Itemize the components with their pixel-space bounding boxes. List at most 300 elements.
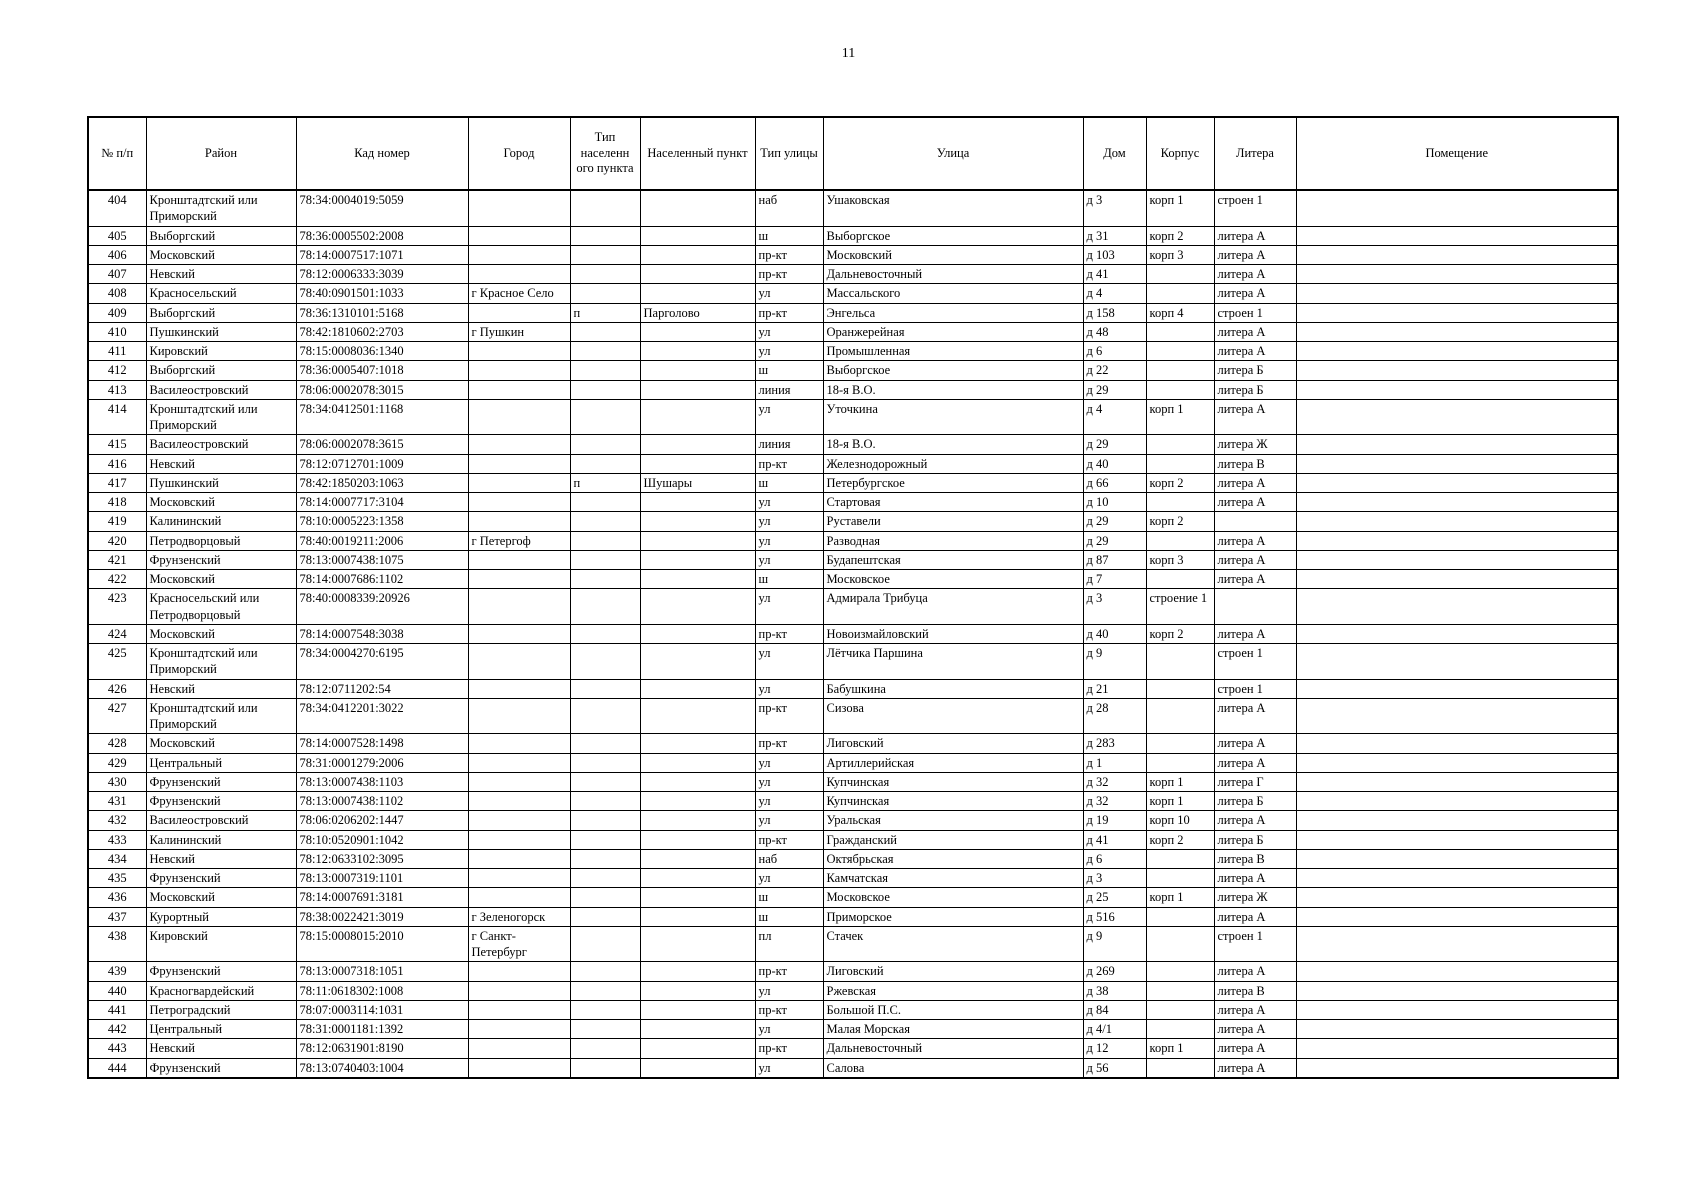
cell-number: 432 bbox=[88, 811, 146, 830]
cell-settlement-type bbox=[570, 265, 640, 284]
cell-district: Василеостровский bbox=[146, 380, 296, 399]
cell-street-type: ул bbox=[755, 679, 823, 698]
cell-street-type: пр-кт bbox=[755, 245, 823, 264]
cell-building: корп 4 bbox=[1146, 303, 1214, 322]
cell-settlement-type: п bbox=[570, 303, 640, 322]
cell-city bbox=[468, 342, 570, 361]
cell-building: корп 3 bbox=[1146, 245, 1214, 264]
cell-street: Железнодорожный bbox=[823, 454, 1083, 473]
col-header-settlement: Населенный пункт bbox=[640, 117, 755, 190]
cell-city: г Зеленогорск bbox=[468, 907, 570, 926]
cell-city bbox=[468, 962, 570, 981]
cell-street-type: ул bbox=[755, 493, 823, 512]
cell-settlement bbox=[640, 399, 755, 435]
cell-settlement-type bbox=[570, 830, 640, 849]
cell-cadastral-number: 78:34:0412501:1168 bbox=[296, 399, 468, 435]
cell-street: Ушаковская bbox=[823, 190, 1083, 226]
cell-district: Московский bbox=[146, 570, 296, 589]
table-row bbox=[88, 734, 1618, 753]
cell-premises bbox=[1296, 811, 1618, 830]
cell-district: Невский bbox=[146, 265, 296, 284]
cell-settlement-type bbox=[570, 792, 640, 811]
table-row bbox=[88, 1058, 1618, 1078]
cell-building bbox=[1146, 981, 1214, 1000]
cell-street: Разводная bbox=[823, 531, 1083, 550]
cell-street-type: ш bbox=[755, 226, 823, 245]
cell-letter: литера В bbox=[1214, 849, 1296, 868]
cell-settlement bbox=[640, 792, 755, 811]
cell-street: Камчатская bbox=[823, 869, 1083, 888]
cell-settlement bbox=[640, 1020, 755, 1039]
cell-building bbox=[1146, 454, 1214, 473]
cell-settlement-type bbox=[570, 981, 640, 1000]
cell-street: 18-я В.О. bbox=[823, 380, 1083, 399]
col-header-premises: Помещение bbox=[1296, 117, 1618, 190]
cell-premises bbox=[1296, 226, 1618, 245]
cell-letter: литера А bbox=[1214, 1020, 1296, 1039]
cell-number: 439 bbox=[88, 962, 146, 981]
cell-house: д 103 bbox=[1083, 245, 1146, 264]
cell-house: д 158 bbox=[1083, 303, 1146, 322]
cell-number: 442 bbox=[88, 1020, 146, 1039]
cell-district: Петродворцовый bbox=[146, 531, 296, 550]
cell-district: Кировский bbox=[146, 342, 296, 361]
cell-cadastral-number: 78:36:1310101:5168 bbox=[296, 303, 468, 322]
cell-number: 414 bbox=[88, 399, 146, 435]
cell-street: Приморское bbox=[823, 907, 1083, 926]
cell-city bbox=[468, 512, 570, 531]
cell-street: Выборгское bbox=[823, 361, 1083, 380]
cell-settlement-type bbox=[570, 962, 640, 981]
cell-letter bbox=[1214, 512, 1296, 531]
cell-cadastral-number: 78:36:0005407:1018 bbox=[296, 361, 468, 380]
cell-street: Лётчика Паршина bbox=[823, 644, 1083, 680]
table-row bbox=[88, 679, 1618, 698]
cell-street-type: пр-кт bbox=[755, 454, 823, 473]
cell-settlement-type bbox=[570, 380, 640, 399]
cell-building: строение 1 bbox=[1146, 589, 1214, 625]
cell-premises bbox=[1296, 1000, 1618, 1019]
cell-settlement bbox=[640, 550, 755, 569]
cell-house: д 3 bbox=[1083, 869, 1146, 888]
cell-street: Купчинская bbox=[823, 772, 1083, 791]
cell-cadastral-number: 78:11:0618302:1008 bbox=[296, 981, 468, 1000]
cell-premises bbox=[1296, 361, 1618, 380]
cell-street-type: ул bbox=[755, 981, 823, 1000]
cell-street-type: ул bbox=[755, 1020, 823, 1039]
cell-cadastral-number: 78:14:0007548:3038 bbox=[296, 624, 468, 643]
cell-building bbox=[1146, 644, 1214, 680]
cell-building bbox=[1146, 435, 1214, 454]
cell-cadastral-number: 78:14:0007686:1102 bbox=[296, 570, 468, 589]
table-row bbox=[88, 550, 1618, 569]
cell-city bbox=[468, 698, 570, 734]
cell-house: д 41 bbox=[1083, 265, 1146, 284]
cell-letter: литера А bbox=[1214, 1058, 1296, 1078]
table-row bbox=[88, 454, 1618, 473]
cell-cadastral-number: 78:38:0022421:3019 bbox=[296, 907, 468, 926]
cell-premises bbox=[1296, 1058, 1618, 1078]
cell-street-type: ул bbox=[755, 512, 823, 531]
cell-district: Василеостровский bbox=[146, 811, 296, 830]
cell-premises bbox=[1296, 698, 1618, 734]
cell-cadastral-number: 78:40:0901501:1033 bbox=[296, 284, 468, 303]
cell-street: Будапештская bbox=[823, 550, 1083, 569]
cell-number: 436 bbox=[88, 888, 146, 907]
cell-settlement bbox=[640, 531, 755, 550]
cell-city bbox=[468, 473, 570, 492]
cell-street: Энгельса bbox=[823, 303, 1083, 322]
cell-cadastral-number: 78:34:0004270:6195 bbox=[296, 644, 468, 680]
cell-building: корп 3 bbox=[1146, 550, 1214, 569]
cell-settlement: Шушары bbox=[640, 473, 755, 492]
cell-city bbox=[468, 550, 570, 569]
cell-settlement bbox=[640, 1058, 755, 1078]
cell-district: Кронштадтский или Приморский bbox=[146, 698, 296, 734]
cell-letter: строен 1 bbox=[1214, 190, 1296, 226]
cell-cadastral-number: 78:40:0008339:20926 bbox=[296, 589, 468, 625]
cell-number: 405 bbox=[88, 226, 146, 245]
page-number: 11 bbox=[841, 46, 856, 61]
cell-street-type: ш bbox=[755, 888, 823, 907]
cell-number: 428 bbox=[88, 734, 146, 753]
cell-district: Московский bbox=[146, 245, 296, 264]
cell-settlement bbox=[640, 1039, 755, 1058]
cell-settlement bbox=[640, 869, 755, 888]
cell-settlement bbox=[640, 589, 755, 625]
cell-settlement-type bbox=[570, 531, 640, 550]
cell-premises bbox=[1296, 303, 1618, 322]
table-row bbox=[88, 570, 1618, 589]
cell-settlement bbox=[640, 284, 755, 303]
cell-premises bbox=[1296, 512, 1618, 531]
cell-district: Калининский bbox=[146, 830, 296, 849]
cell-letter: литера А bbox=[1214, 570, 1296, 589]
cell-settlement bbox=[640, 570, 755, 589]
cell-building: корп 1 bbox=[1146, 399, 1214, 435]
cell-building bbox=[1146, 962, 1214, 981]
cell-street-type: наб bbox=[755, 849, 823, 868]
cell-city bbox=[468, 190, 570, 226]
cell-house: д 12 bbox=[1083, 1039, 1146, 1058]
cell-city bbox=[468, 493, 570, 512]
cell-house: д 87 bbox=[1083, 550, 1146, 569]
cell-street-type: ул bbox=[755, 399, 823, 435]
table-row bbox=[88, 869, 1618, 888]
cell-district: Фрунзенский bbox=[146, 869, 296, 888]
cell-settlement-type bbox=[570, 849, 640, 868]
cell-house: д 29 bbox=[1083, 531, 1146, 550]
table-row bbox=[88, 493, 1618, 512]
cell-building: корп 1 bbox=[1146, 888, 1214, 907]
cell-letter: литера А bbox=[1214, 245, 1296, 264]
cell-street-type: ул bbox=[755, 811, 823, 830]
cell-building bbox=[1146, 493, 1214, 512]
cell-cadastral-number: 78:13:0007438:1102 bbox=[296, 792, 468, 811]
cell-letter: литера А bbox=[1214, 734, 1296, 753]
cell-house: д 1 bbox=[1083, 753, 1146, 772]
cell-street: Стачек bbox=[823, 926, 1083, 962]
cell-number: 420 bbox=[88, 531, 146, 550]
cell-number: 438 bbox=[88, 926, 146, 962]
cell-settlement bbox=[640, 907, 755, 926]
cell-settlement bbox=[640, 624, 755, 643]
cell-premises bbox=[1296, 473, 1618, 492]
cell-letter: литера А bbox=[1214, 284, 1296, 303]
cell-cadastral-number: 78:12:0006333:3039 bbox=[296, 265, 468, 284]
cell-district: Красносельский или Петродворцовый bbox=[146, 589, 296, 625]
cell-city bbox=[468, 734, 570, 753]
cell-cadastral-number: 78:10:0520901:1042 bbox=[296, 830, 468, 849]
cell-settlement-type bbox=[570, 811, 640, 830]
cell-district: Московский bbox=[146, 624, 296, 643]
cell-settlement-type bbox=[570, 1039, 640, 1058]
cell-street: Малая Морская bbox=[823, 1020, 1083, 1039]
cell-district: Пушкинский bbox=[146, 473, 296, 492]
table-row bbox=[88, 245, 1618, 264]
cell-premises bbox=[1296, 399, 1618, 435]
cell-building bbox=[1146, 570, 1214, 589]
table-row bbox=[88, 907, 1618, 926]
col-header-street: Улица bbox=[823, 117, 1083, 190]
cell-cadastral-number: 78:14:0007717:3104 bbox=[296, 493, 468, 512]
cell-letter bbox=[1214, 589, 1296, 625]
table-row bbox=[88, 322, 1618, 341]
cell-cadastral-number: 78:13:0007438:1103 bbox=[296, 772, 468, 791]
cell-building bbox=[1146, 1020, 1214, 1039]
cell-number: 407 bbox=[88, 265, 146, 284]
cell-settlement bbox=[640, 888, 755, 907]
col-header-settlement-type: Тип населенн ого пункта bbox=[570, 117, 640, 190]
cell-premises bbox=[1296, 792, 1618, 811]
cell-number: 433 bbox=[88, 830, 146, 849]
cell-premises bbox=[1296, 589, 1618, 625]
cell-cadastral-number: 78:12:0711202:54 bbox=[296, 679, 468, 698]
table-row bbox=[88, 380, 1618, 399]
col-header-district: Район bbox=[146, 117, 296, 190]
cell-settlement-type bbox=[570, 624, 640, 643]
cell-district: Фрунзенский bbox=[146, 550, 296, 569]
cell-letter: литера Ж bbox=[1214, 435, 1296, 454]
cell-building: корп 1 bbox=[1146, 190, 1214, 226]
cell-settlement-type bbox=[570, 245, 640, 264]
cell-street: Дальневосточный bbox=[823, 265, 1083, 284]
cell-street: Стартовая bbox=[823, 493, 1083, 512]
cell-number: 437 bbox=[88, 907, 146, 926]
cell-premises bbox=[1296, 570, 1618, 589]
cell-city bbox=[468, 399, 570, 435]
cell-settlement-type bbox=[570, 772, 640, 791]
cell-number: 413 bbox=[88, 380, 146, 399]
cell-cadastral-number: 78:14:0007691:3181 bbox=[296, 888, 468, 907]
cell-premises bbox=[1296, 830, 1618, 849]
cell-settlement-type bbox=[570, 570, 640, 589]
cell-letter: литера А bbox=[1214, 531, 1296, 550]
cell-street-type: ул bbox=[755, 753, 823, 772]
cell-building bbox=[1146, 380, 1214, 399]
cell-premises bbox=[1296, 265, 1618, 284]
cell-settlement-type bbox=[570, 454, 640, 473]
table-row bbox=[88, 792, 1618, 811]
cell-building: корп 10 bbox=[1146, 811, 1214, 830]
cell-number: 443 bbox=[88, 1039, 146, 1058]
cell-house: д 32 bbox=[1083, 772, 1146, 791]
cell-settlement-type bbox=[570, 589, 640, 625]
cell-city bbox=[468, 380, 570, 399]
cell-district: Московский bbox=[146, 888, 296, 907]
cell-number: 444 bbox=[88, 1058, 146, 1078]
cell-house: д 6 bbox=[1083, 342, 1146, 361]
cell-premises bbox=[1296, 907, 1618, 926]
cell-number: 426 bbox=[88, 679, 146, 698]
cell-letter: литера А bbox=[1214, 1039, 1296, 1058]
cell-settlement bbox=[640, 698, 755, 734]
cell-house: д 3 bbox=[1083, 589, 1146, 625]
cell-district: Фрунзенский bbox=[146, 792, 296, 811]
cell-settlement bbox=[640, 981, 755, 1000]
cell-city bbox=[468, 811, 570, 830]
cell-street: Петербургское bbox=[823, 473, 1083, 492]
cell-street-type: пр-кт bbox=[755, 698, 823, 734]
cell-street-type: пр-кт bbox=[755, 734, 823, 753]
cell-street-type: ул bbox=[755, 869, 823, 888]
cell-house: д 40 bbox=[1083, 624, 1146, 643]
cell-street-type: ул bbox=[755, 644, 823, 680]
cell-street-type: пр-кт bbox=[755, 624, 823, 643]
cell-district: Фрунзенский bbox=[146, 962, 296, 981]
cell-house: д 38 bbox=[1083, 981, 1146, 1000]
cell-street-type: ул bbox=[755, 772, 823, 791]
cell-settlement-type bbox=[570, 1000, 640, 1019]
table-row bbox=[88, 342, 1618, 361]
cell-city bbox=[468, 830, 570, 849]
cell-street-type: ш bbox=[755, 570, 823, 589]
cell-street: Выборгское bbox=[823, 226, 1083, 245]
cell-district: Фрунзенский bbox=[146, 772, 296, 791]
cell-district: Кронштадтский или Приморский bbox=[146, 190, 296, 226]
cell-letter: литера В bbox=[1214, 454, 1296, 473]
table-row bbox=[88, 435, 1618, 454]
cell-street: Купчинская bbox=[823, 792, 1083, 811]
cell-premises bbox=[1296, 962, 1618, 981]
cell-settlement: Парголово bbox=[640, 303, 755, 322]
cell-settlement-type bbox=[570, 512, 640, 531]
cell-cadastral-number: 78:06:0002078:3615 bbox=[296, 435, 468, 454]
cell-district: Выборгский bbox=[146, 303, 296, 322]
cell-district: Невский bbox=[146, 454, 296, 473]
cell-street-type: наб bbox=[755, 190, 823, 226]
col-header-cadastral-number: Кад номер bbox=[296, 117, 468, 190]
cell-district: Петроградский bbox=[146, 1000, 296, 1019]
cell-district: Василеостровский bbox=[146, 435, 296, 454]
cell-street: Адмирала Трибуца bbox=[823, 589, 1083, 625]
cell-premises bbox=[1296, 342, 1618, 361]
cell-settlement-type bbox=[570, 753, 640, 772]
cell-settlement bbox=[640, 1000, 755, 1019]
cell-street-type: ул bbox=[755, 589, 823, 625]
cell-city bbox=[468, 570, 570, 589]
table-row bbox=[88, 226, 1618, 245]
cell-premises bbox=[1296, 1020, 1618, 1039]
cell-letter: литера А bbox=[1214, 698, 1296, 734]
cell-cadastral-number: 78:07:0003114:1031 bbox=[296, 1000, 468, 1019]
cell-city bbox=[468, 265, 570, 284]
cell-premises bbox=[1296, 322, 1618, 341]
cell-district: Курортный bbox=[146, 907, 296, 926]
cell-house: д 4/1 bbox=[1083, 1020, 1146, 1039]
cell-street-type: пр-кт bbox=[755, 265, 823, 284]
table-row bbox=[88, 589, 1618, 625]
cell-street: Лиговский bbox=[823, 734, 1083, 753]
cell-settlement bbox=[640, 226, 755, 245]
cell-street-type: ш bbox=[755, 907, 823, 926]
cell-number: 412 bbox=[88, 361, 146, 380]
cell-premises bbox=[1296, 753, 1618, 772]
cell-street: Промышленная bbox=[823, 342, 1083, 361]
cell-street: Ржевская bbox=[823, 981, 1083, 1000]
cell-street: Московский bbox=[823, 245, 1083, 264]
cell-settlement bbox=[640, 644, 755, 680]
cell-letter: литера А bbox=[1214, 399, 1296, 435]
cell-settlement-type bbox=[570, 435, 640, 454]
cell-settlement-type bbox=[570, 644, 640, 680]
cell-letter: литера Б bbox=[1214, 361, 1296, 380]
cell-house: д 41 bbox=[1083, 830, 1146, 849]
cell-district: Невский bbox=[146, 679, 296, 698]
cell-building: корп 1 bbox=[1146, 772, 1214, 791]
cell-settlement-type bbox=[570, 284, 640, 303]
cell-number: 415 bbox=[88, 435, 146, 454]
col-header-street-type: Тип улицы bbox=[755, 117, 823, 190]
cell-house: д 4 bbox=[1083, 284, 1146, 303]
cell-city bbox=[468, 303, 570, 322]
cell-number: 416 bbox=[88, 454, 146, 473]
cell-settlement bbox=[640, 753, 755, 772]
cell-premises bbox=[1296, 772, 1618, 791]
cell-house: д 31 bbox=[1083, 226, 1146, 245]
cell-building bbox=[1146, 1058, 1214, 1078]
cell-district: Невский bbox=[146, 849, 296, 868]
cell-street: Октябрьская bbox=[823, 849, 1083, 868]
cell-cadastral-number: 78:34:0412201:3022 bbox=[296, 698, 468, 734]
cell-settlement bbox=[640, 380, 755, 399]
cell-city: г Петергоф bbox=[468, 531, 570, 550]
cell-house: д 9 bbox=[1083, 644, 1146, 680]
cell-number: 429 bbox=[88, 753, 146, 772]
cell-number: 404 bbox=[88, 190, 146, 226]
table-row bbox=[88, 811, 1618, 830]
cell-settlement-type bbox=[570, 679, 640, 698]
cell-house: д 56 bbox=[1083, 1058, 1146, 1078]
cell-settlement-type bbox=[570, 734, 640, 753]
cell-settlement bbox=[640, 962, 755, 981]
cell-settlement-type bbox=[570, 361, 640, 380]
cell-number: 422 bbox=[88, 570, 146, 589]
cell-city bbox=[468, 644, 570, 680]
cell-district: Кировский bbox=[146, 926, 296, 962]
cell-street: Большой П.С. bbox=[823, 1000, 1083, 1019]
cell-settlement bbox=[640, 772, 755, 791]
cell-building bbox=[1146, 907, 1214, 926]
cell-letter: литера А bbox=[1214, 811, 1296, 830]
cell-settlement-type bbox=[570, 907, 640, 926]
cell-cadastral-number: 78:14:0007528:1498 bbox=[296, 734, 468, 753]
cell-settlement-type bbox=[570, 1058, 640, 1078]
cell-settlement-type bbox=[570, 226, 640, 245]
cell-number: 423 bbox=[88, 589, 146, 625]
cell-building bbox=[1146, 342, 1214, 361]
cell-premises bbox=[1296, 926, 1618, 962]
